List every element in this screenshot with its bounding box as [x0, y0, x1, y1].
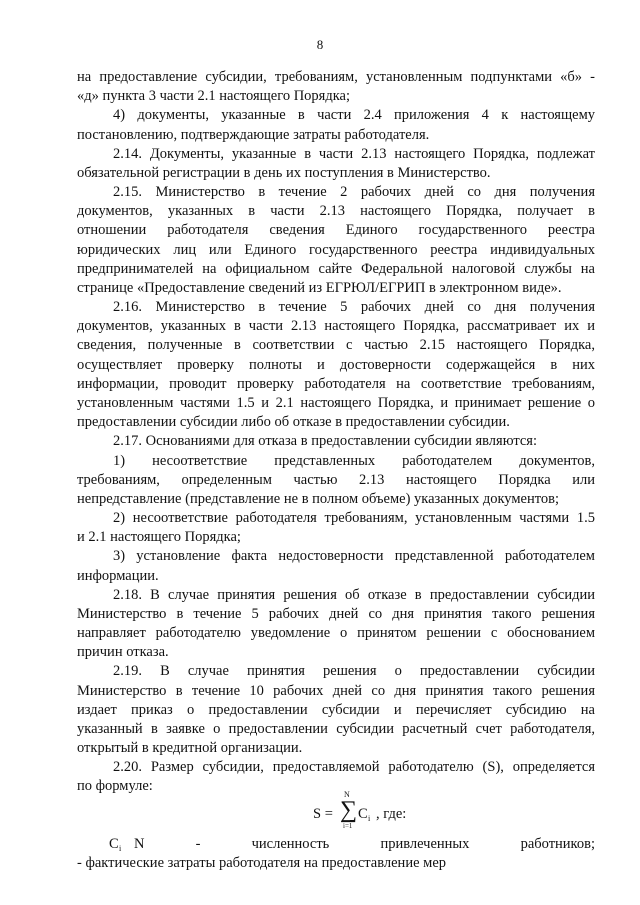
- text-line: 2.16. Министерство в течение 5 рабочих дней со дня получения: [113, 299, 595, 316]
- text-line: осуществляет проверку полноты и достоверности содержащейся в них: [77, 356, 595, 373]
- text-line: обязательной регистрации в день их поступления в Министерство.: [77, 164, 491, 181]
- ci-symbol: C: [109, 836, 119, 852]
- text-line: 2.19. В случае принятия решения о предоставлении субсидии: [113, 663, 595, 680]
- text-line: 1) несоответствие представленных работодателем документов,: [113, 452, 595, 469]
- text-line: 3) установление факта недостоверности представленной работодателем: [113, 548, 595, 565]
- text-line: 2.14. Документы, указанные в части 2.13 настоящего Порядка, подлежат: [113, 145, 595, 162]
- text-line: 4) документы, указанные в части 2.4 приложения 4 к настоящему: [113, 107, 595, 124]
- sum-formula: [313, 789, 433, 838]
- text-line: информации, проводит проверку работодателя на соответствие требованиям,: [77, 375, 595, 392]
- text-line: 2.20. Размер субсидии, предоставляемой работодателю (S), определяется: [113, 759, 595, 776]
- text-line: 2.18. В случае принятия решения об отказе в предоставлении субсидии: [113, 586, 595, 603]
- text-line: странице «Предоставление сведений из ЕГРЮЛ/ЕГРИП в электронном виде».: [77, 279, 562, 296]
- formula-sigma: ∑: [340, 796, 358, 823]
- text-line: N - численность привлеченных работников;: [134, 836, 595, 852]
- text-line: постановлению, подтверждающие затраты работодателя.: [77, 126, 430, 143]
- text-line: предоставлении субсидии либо об отказе в предоставлении субсидии.: [77, 414, 510, 431]
- text-line: - фактические затраты работодателя на предоставление мер: [77, 855, 446, 872]
- text-line: по формуле:: [77, 778, 153, 795]
- text-line: юридических лиц или Единого государственного реестра индивидуальных: [77, 241, 595, 258]
- text-line: информации.: [77, 567, 159, 584]
- text-line: указанный в заявке о предоставлении субсидии расчетный счет работодателя,: [77, 720, 595, 737]
- formula-upper-limit: N: [344, 789, 350, 799]
- text-line: причин отказа.: [77, 644, 169, 661]
- text-line: сведения, полученные в соответствии с частью 2.15 настоящего Порядка,: [77, 337, 595, 354]
- formula-lower-limit: i=1: [343, 821, 353, 830]
- text-line: открытый в кредитной организации.: [77, 740, 303, 757]
- text-line: Министерство в течение 5 рабочих дней со дня принятия такого решения: [77, 605, 595, 622]
- formula-tail: , где:: [376, 805, 407, 822]
- text-line: Министерство в течение 10 рабочих дней со дня принятия такого решения: [77, 682, 595, 699]
- formula-term: C: [358, 805, 368, 822]
- text-line: предпринимателей на официальном сайте Федеральной налоговой службы на: [77, 260, 595, 277]
- ci-symbol-subscript: i: [119, 844, 122, 853]
- text-line: требованиям, определенным частью 2.13 настоящего Порядка или: [77, 471, 595, 488]
- text-line: документов, указанных в части 2.13 настоящего Порядка, рассматривает их и: [77, 318, 595, 335]
- formula-term-subscript: i: [368, 813, 371, 823]
- formula-lhs: S =: [313, 805, 333, 822]
- text-line: 2.15. Министерство в течение 2 рабочих дней со дня получения: [113, 184, 595, 201]
- text-line: и 2.1 настоящего Порядка;: [77, 529, 241, 546]
- text-line: «д» пункта 3 части 2.1 настоящего Порядка;: [77, 88, 351, 105]
- text-line: документов, указанных в части 2.13 настоящего Порядка, получает в: [77, 203, 595, 220]
- text-line: 2) несоответствие работодателя требованиям, установленным частями 1.5: [113, 510, 595, 527]
- text-line: отношении работодателя сведения Единого государственного реестра: [77, 222, 595, 239]
- text-line: направляет работодателю уведомление о принятом решении с обоснованием: [77, 625, 595, 642]
- text-line: на предоставление субсидии, требованиям, установленным подпунктами «б» -: [77, 69, 595, 85]
- text-line: установленным частями 1.5 и 2.1 настоящего Порядка, и принимает решение о: [77, 394, 595, 411]
- text-line: издает приказ о предоставлении субсидии и перечисляет субсидию на: [77, 701, 595, 718]
- page-number: 8: [316, 37, 324, 52]
- text-line: 2.17. Основаниями для отказа в предоставлении субсидии являются:: [113, 433, 537, 450]
- text-line: непредставление (представление не в полном объеме) указанных документов;: [77, 490, 559, 507]
